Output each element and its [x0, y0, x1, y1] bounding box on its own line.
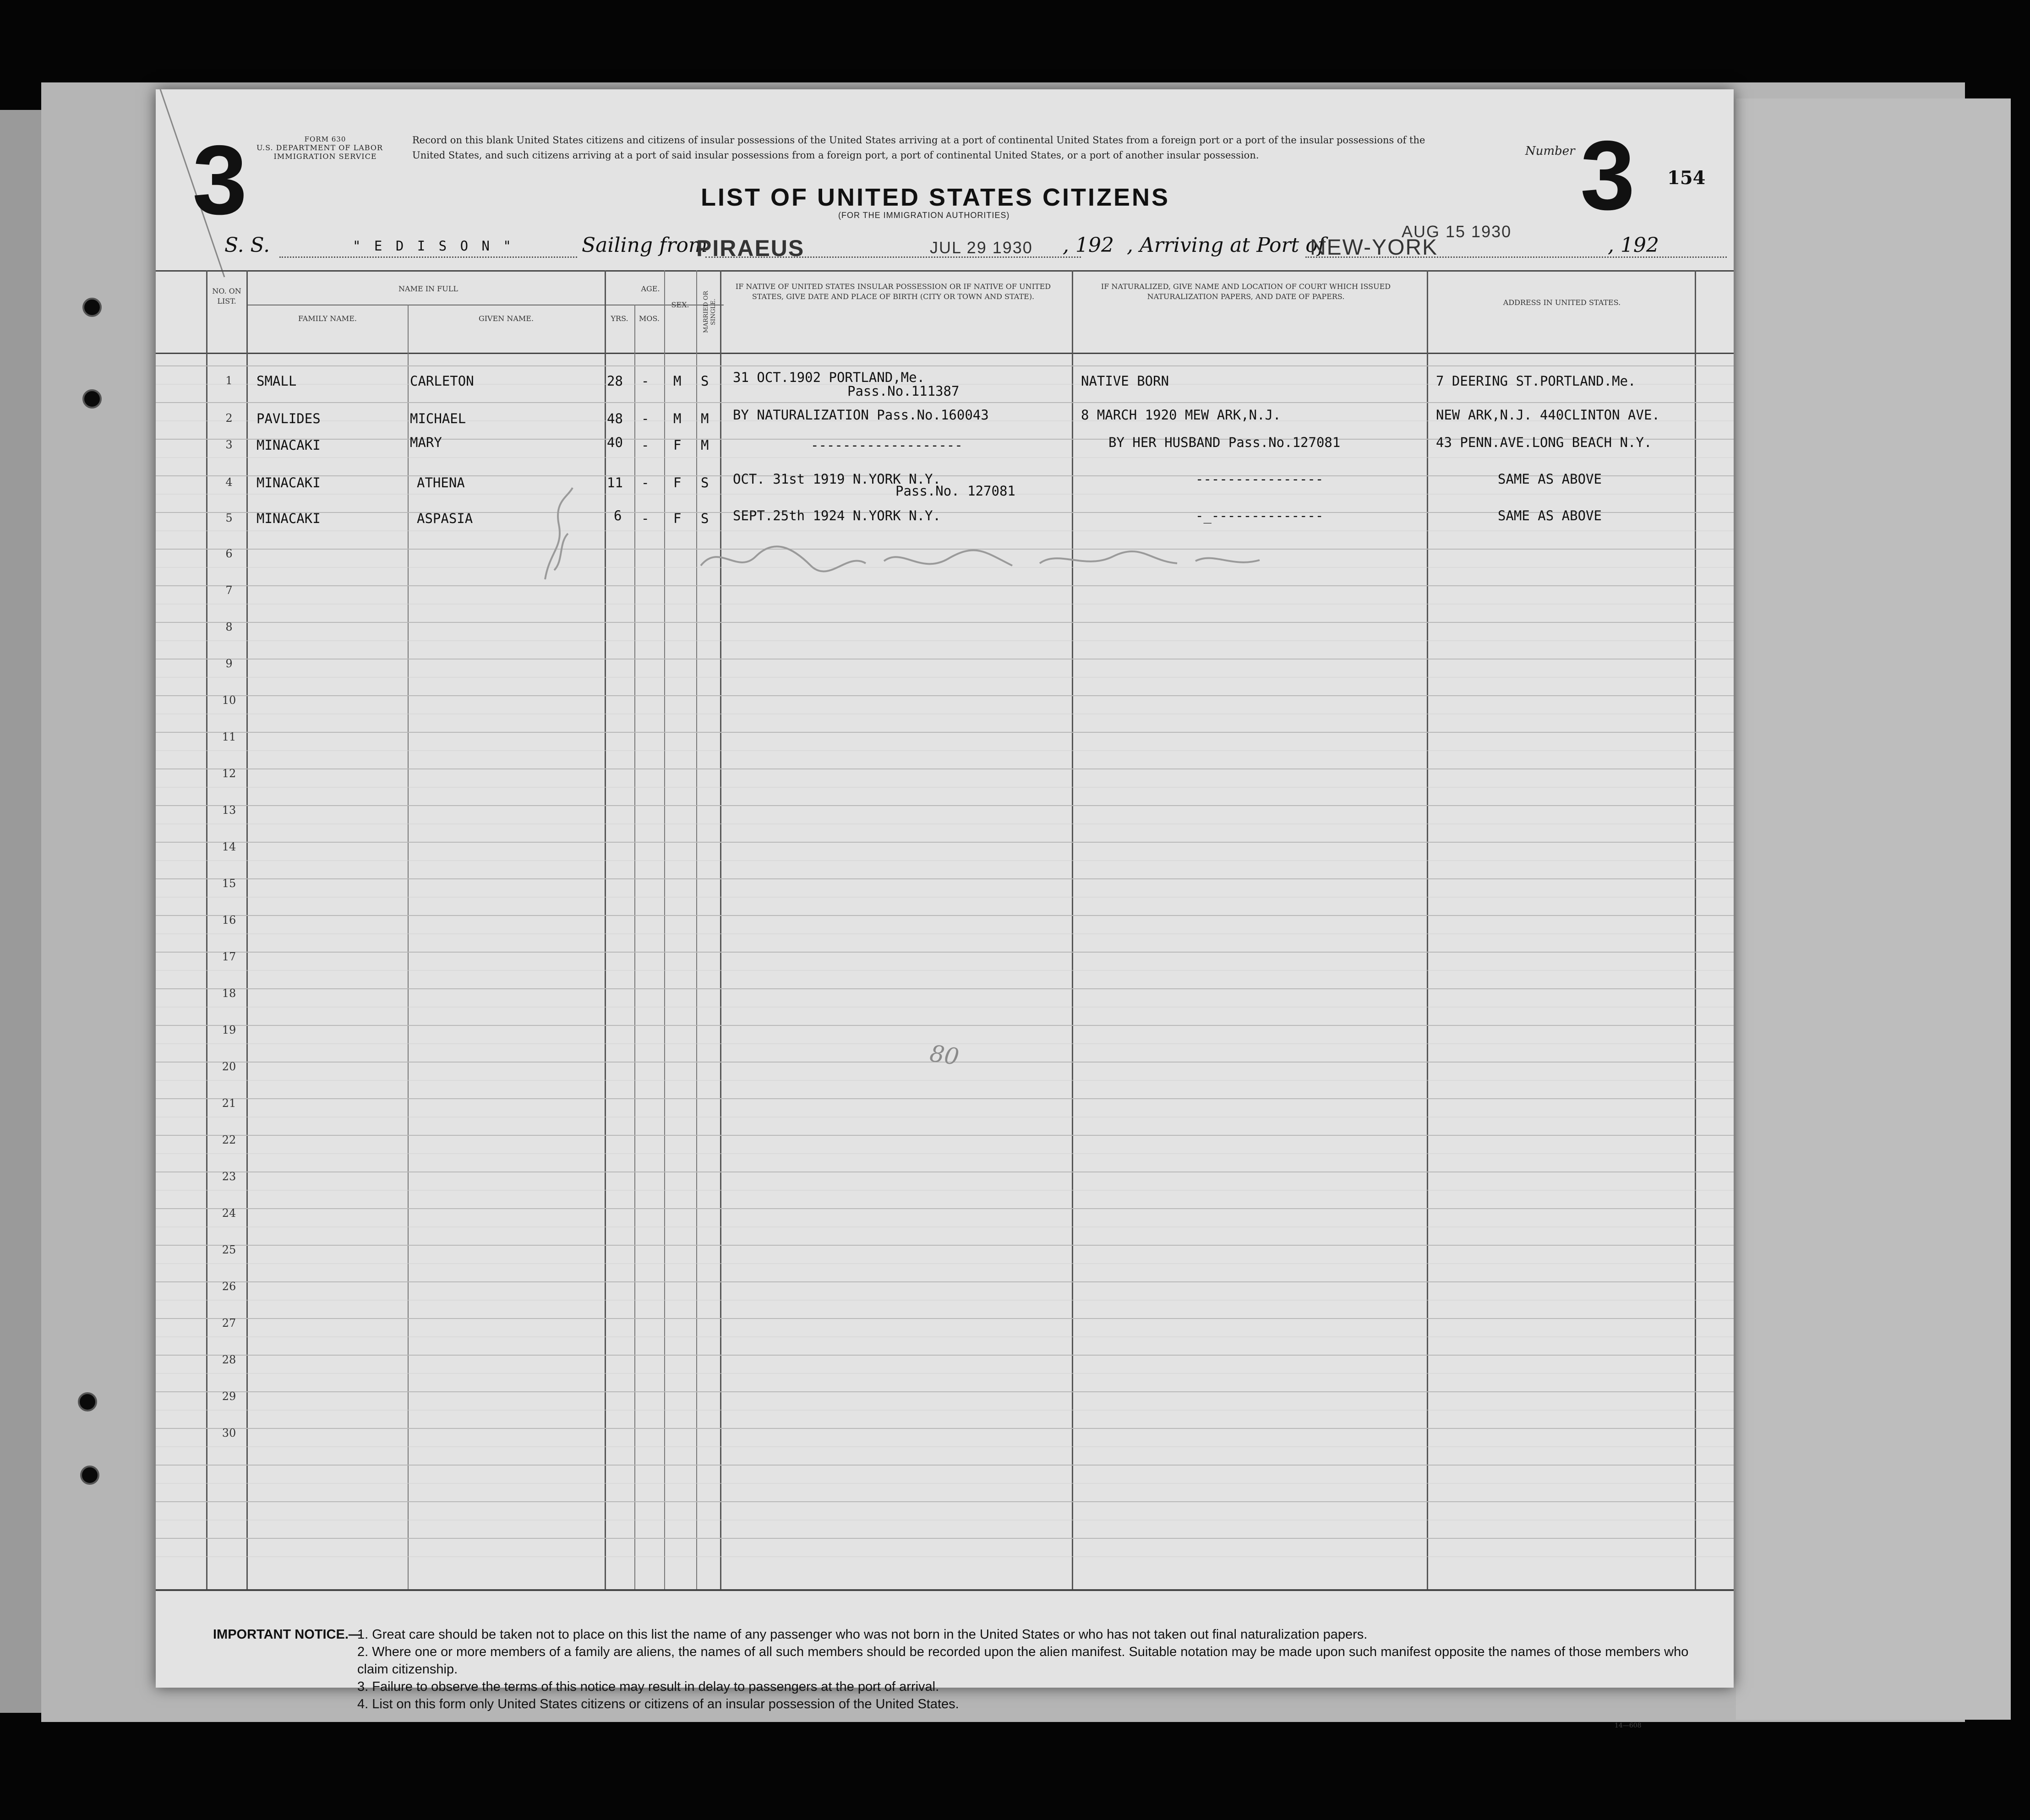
- col-married: MARRIED OR SINGLE.: [703, 291, 717, 333]
- row-number: 24: [222, 1207, 236, 1220]
- ship-name: " E D I S O N ": [353, 238, 514, 254]
- age-months: -: [641, 373, 649, 389]
- row-number: 27: [222, 1317, 236, 1330]
- age-months: -: [641, 437, 649, 453]
- col-sex: SEX.: [671, 300, 689, 309]
- native-birth: -------------------: [811, 437, 963, 453]
- form-instructions: Record on this blank United States citizens and citizens of insular possessions of the United States arriving at a port of continental United States from a foreign port or a port of the insular possessions of the United States, and such citizens arriving at a port of said insular possessions from a foreign port, a port of continental United States, or a port of another insular possession.: [412, 135, 1425, 161]
- marital-status: M: [701, 437, 709, 453]
- col-yrs: YRS.: [611, 314, 628, 323]
- family-name: MINACAKI: [256, 511, 321, 526]
- page-number: 154: [1667, 167, 1706, 189]
- form-title: LIST OF UNITED STATES CITIZENS: [701, 184, 1170, 211]
- col-no: NO. ON LIST.: [212, 287, 241, 305]
- row-number: 5: [225, 512, 233, 524]
- form-number-left: 3: [192, 125, 247, 235]
- row-number: 2: [225, 412, 233, 425]
- binder-hole: [82, 389, 102, 409]
- address: SAME AS ABOVE: [1498, 471, 1602, 487]
- row-number: 14: [222, 840, 236, 853]
- sailing-date: JUL 29 1930: [930, 238, 1033, 257]
- row-number: 9: [225, 657, 233, 670]
- table-row: [156, 370, 1734, 410]
- family-name: SMALL: [256, 373, 297, 389]
- family-name: MINACAKI: [256, 437, 321, 453]
- row-number: 28: [222, 1353, 236, 1366]
- address: 43 PENN.AVE.LONG BEACH N.Y.: [1436, 435, 1652, 450]
- notice-item: 3. Failure to observe the terms of this notice may result in delay to passengers at the port of arrival.: [357, 1679, 939, 1694]
- number-label: Number: [1525, 144, 1575, 158]
- age-years: 28: [607, 373, 623, 389]
- marital-status: S: [701, 511, 709, 526]
- table-bottom-rule: [156, 1589, 1734, 1591]
- sailing-port: PIRAEUS: [696, 235, 805, 261]
- age-months: -: [641, 475, 649, 490]
- form-number-right: 3: [1580, 120, 1635, 230]
- age-months: -: [641, 511, 649, 526]
- row-number: 11: [222, 730, 236, 743]
- row-number: 23: [222, 1170, 236, 1183]
- row-number: 16: [222, 914, 236, 926]
- col-native: IF NATIVE OF UNITED STATES INSULAR POSSESSION OR IF NATIVE OF UNITED STATES, GIVE DATE AND PLACE OF BIRTH (CITY OR TOWN AND STATE).: [735, 282, 1051, 301]
- col-family-name: FAMILY NAME.: [298, 314, 357, 323]
- marital-status: M: [701, 411, 709, 426]
- form-code: 14—608: [1615, 1722, 1642, 1729]
- age-years: 40: [607, 435, 623, 450]
- table-top-rule: [156, 270, 1734, 272]
- service-label: IMMIGRATION SERVICE: [273, 152, 377, 161]
- row-number: 6: [225, 547, 233, 560]
- row-number: 26: [222, 1280, 236, 1293]
- binder-hole: [78, 1392, 97, 1411]
- marital-status: S: [701, 373, 709, 389]
- native-pass: Pass.No.111387: [847, 383, 960, 399]
- citizen-list-form: [156, 89, 1734, 1729]
- notice-item: 2. Where one or more members of a family are aliens, the names of all such members should be recorded upon the alien manifest. Suitable notation may be made upon such manifest opposite the names of those members who claim citizenship.: [357, 1645, 1689, 1677]
- col-name-in-full: NAME IN FULL: [398, 284, 458, 293]
- sex: F: [673, 475, 682, 490]
- col-given-name: GIVEN NAME.: [478, 314, 534, 323]
- family-name: MINACAKI: [256, 475, 321, 490]
- native-birth: OCT. 31st 1919 N.YORK N.Y.: [733, 471, 941, 487]
- given-name: MARY: [410, 435, 442, 450]
- row-number: 13: [222, 804, 236, 817]
- binder-hole: [80, 1466, 99, 1485]
- arriving-label: , Arriving at Port of: [1127, 234, 1325, 257]
- notice-item: 1. Great care should be taken not to place on this list the name of any passenger who was not born in the United States or who has not taken out final naturalization papers.: [357, 1627, 1368, 1642]
- background-page-right: [1736, 98, 2011, 1720]
- sex: F: [673, 437, 682, 453]
- row-number: 17: [222, 950, 236, 963]
- naturalization: NATIVE BORN: [1081, 373, 1169, 389]
- sex: M: [673, 411, 682, 426]
- age-months: -: [641, 411, 649, 426]
- row-number: 29: [222, 1390, 236, 1403]
- row-number: 20: [222, 1060, 236, 1073]
- empty-row-numbers: [156, 89, 247, 1601]
- row-number: 3: [225, 438, 233, 451]
- row-number: 25: [222, 1243, 236, 1256]
- naturalization: 8 MARCH 1920 MEW ARK,N.J.: [1081, 407, 1281, 423]
- table-row: [156, 471, 1734, 512]
- row-number: 7: [225, 584, 233, 597]
- table-header-rule: [156, 353, 1734, 354]
- row-number: 18: [222, 987, 236, 1000]
- table-row: [156, 437, 1734, 474]
- col-mos: MOS.: [639, 314, 660, 323]
- given-name: ATHENA: [417, 475, 465, 490]
- native-birth: SEPT.25th 1924 N.YORK N.Y.: [733, 508, 941, 523]
- address: NEW ARK,N.J. 440CLINTON AVE.: [1436, 407, 1660, 423]
- binder-hole: [82, 298, 102, 317]
- family-name: PAVLIDES: [256, 411, 321, 426]
- department-label: U.S. DEPARTMENT OF LABOR: [256, 143, 383, 152]
- given-name: MICHAEL: [410, 411, 466, 426]
- faint-handwriting: [692, 524, 1424, 589]
- arriving-port: NEW-YORK: [1310, 235, 1438, 260]
- sex: F: [673, 511, 682, 526]
- row-number: 30: [222, 1427, 236, 1439]
- naturalization: -_--------------: [1195, 508, 1324, 523]
- row-number: 21: [222, 1097, 236, 1110]
- notice-label: IMPORTANT NOTICE.—: [213, 1627, 362, 1642]
- sex: M: [673, 373, 682, 389]
- col-naturalized: IF NATURALIZED, GIVE NAME AND LOCATION OF COURT WHICH ISSUED NATURALIZATION PAPERS, AND DATE OF PAPERS.: [1101, 282, 1391, 301]
- marital-status: S: [701, 475, 709, 490]
- native-pass: Pass.No. 127081: [895, 483, 1015, 499]
- notice-item: 4. List on this form only United States citizens or citizens of an insular possession of the United States.: [357, 1697, 959, 1711]
- arrival-stamp: AUG 15 1930: [1402, 222, 1512, 241]
- native-birth: 31 OCT.1902 PORTLAND,Me.: [733, 370, 925, 385]
- col-address: ADDRESS IN UNITED STATES.: [1503, 298, 1621, 307]
- col-age: AGE.: [641, 284, 660, 293]
- row-number: 12: [222, 767, 236, 780]
- native-birth: BY NATURALIZATION Pass.No.160043: [733, 407, 989, 423]
- address: 7 DEERING ST.PORTLAND.Me.: [1436, 373, 1636, 389]
- margin-note: 80: [928, 1040, 961, 1071]
- row-number: 22: [222, 1133, 236, 1146]
- row-number: 15: [222, 877, 236, 890]
- ss-label: S. S.: [224, 234, 270, 257]
- age-years: 6: [614, 508, 622, 523]
- address: SAME AS ABOVE: [1498, 508, 1602, 523]
- form-subtitle: (FOR THE IMMIGRATION AUTHORITIES): [838, 211, 1010, 220]
- row-number: 8: [225, 621, 233, 633]
- row-number: 1: [225, 374, 233, 387]
- faint-handwriting: [531, 479, 586, 598]
- year-suffix-2: , 192: [1608, 234, 1659, 257]
- row-number: 4: [225, 476, 233, 489]
- given-name: CARLETON: [410, 373, 474, 389]
- given-name: ASPASIA: [417, 511, 473, 526]
- naturalization: BY HER HUSBAND Pass.No.127081: [1108, 435, 1341, 450]
- form-id: FORM 630: [304, 135, 346, 143]
- sailing-label: Sailing from: [582, 234, 708, 257]
- naturalization: ----------------: [1195, 471, 1324, 487]
- ship-name-line: [279, 256, 577, 258]
- year-suffix-1: , 192: [1063, 234, 1114, 257]
- age-years: 11: [607, 475, 623, 490]
- row-number: 19: [222, 1024, 236, 1036]
- age-years: 48: [607, 411, 623, 426]
- row-number: 10: [222, 694, 236, 707]
- form-agency-block: [256, 135, 394, 161]
